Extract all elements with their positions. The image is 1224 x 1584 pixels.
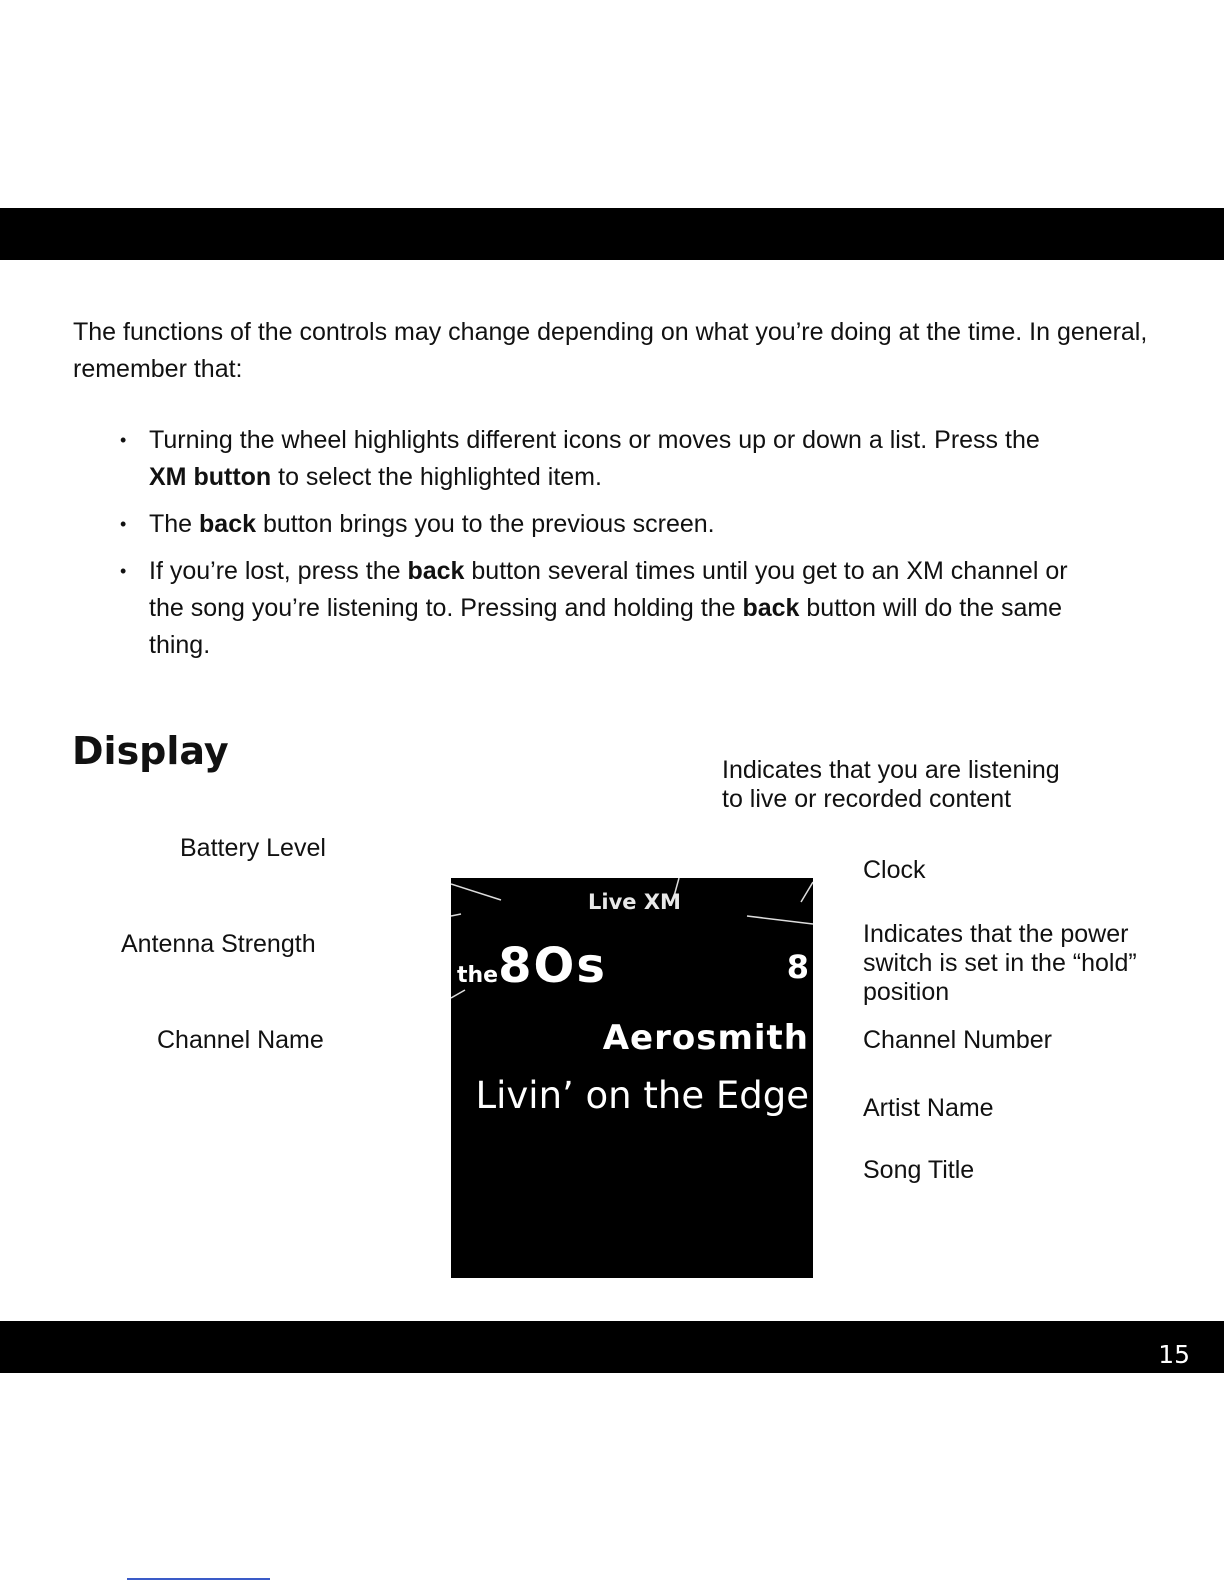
channel-number-label: Channel Number — [863, 1026, 1052, 1054]
screen-artist: Aerosmith — [602, 1018, 809, 1058]
antenna-strength-label: Antenna Strength — [121, 930, 316, 958]
artist-name-label: Artist Name — [863, 1094, 994, 1122]
intro-paragraph: The functions of the controls may change depending on what you’re doing at the time. In general, remember that: — [73, 318, 1148, 383]
channel-logo: the8Os — [457, 938, 607, 994]
channel-name-label: Channel Name — [157, 1026, 324, 1054]
list-item: • Turning the wheel highlights different icons or moves up or down a list. Press the XM button to select the highlighted item. — [120, 422, 1080, 496]
page-number: 15 — [1158, 1340, 1190, 1369]
battery-level-label: Battery Level — [180, 834, 326, 862]
live-recorded-label: Indicates that you are listening to live or recorded content — [722, 756, 1060, 813]
list-item: • If you’re lost, press the back button several times until you get to an XM channel or the song you’re listening to. Pressing and holding the back button will do the same thing. — [120, 553, 1080, 664]
live-xm-indicator: Live XM — [588, 890, 681, 914]
footer-underline — [127, 1578, 270, 1580]
list-item: • The back button brings you to the previous screen. — [120, 506, 1080, 543]
clock-label: Clock — [863, 856, 926, 884]
tips-list — [120, 422, 1080, 674]
hold-label: Indicates that the power switch is set in the “hold” position — [863, 920, 1137, 1006]
header-bar — [0, 208, 1224, 260]
song-title-label: Song Title — [863, 1156, 975, 1184]
section-title: Display — [72, 729, 229, 773]
screen-channel-number: 8 — [786, 948, 809, 986]
footer-bar — [0, 1321, 1224, 1373]
screen-song: Livin’ on the Edge — [475, 1074, 809, 1117]
device-display — [451, 878, 813, 1278]
